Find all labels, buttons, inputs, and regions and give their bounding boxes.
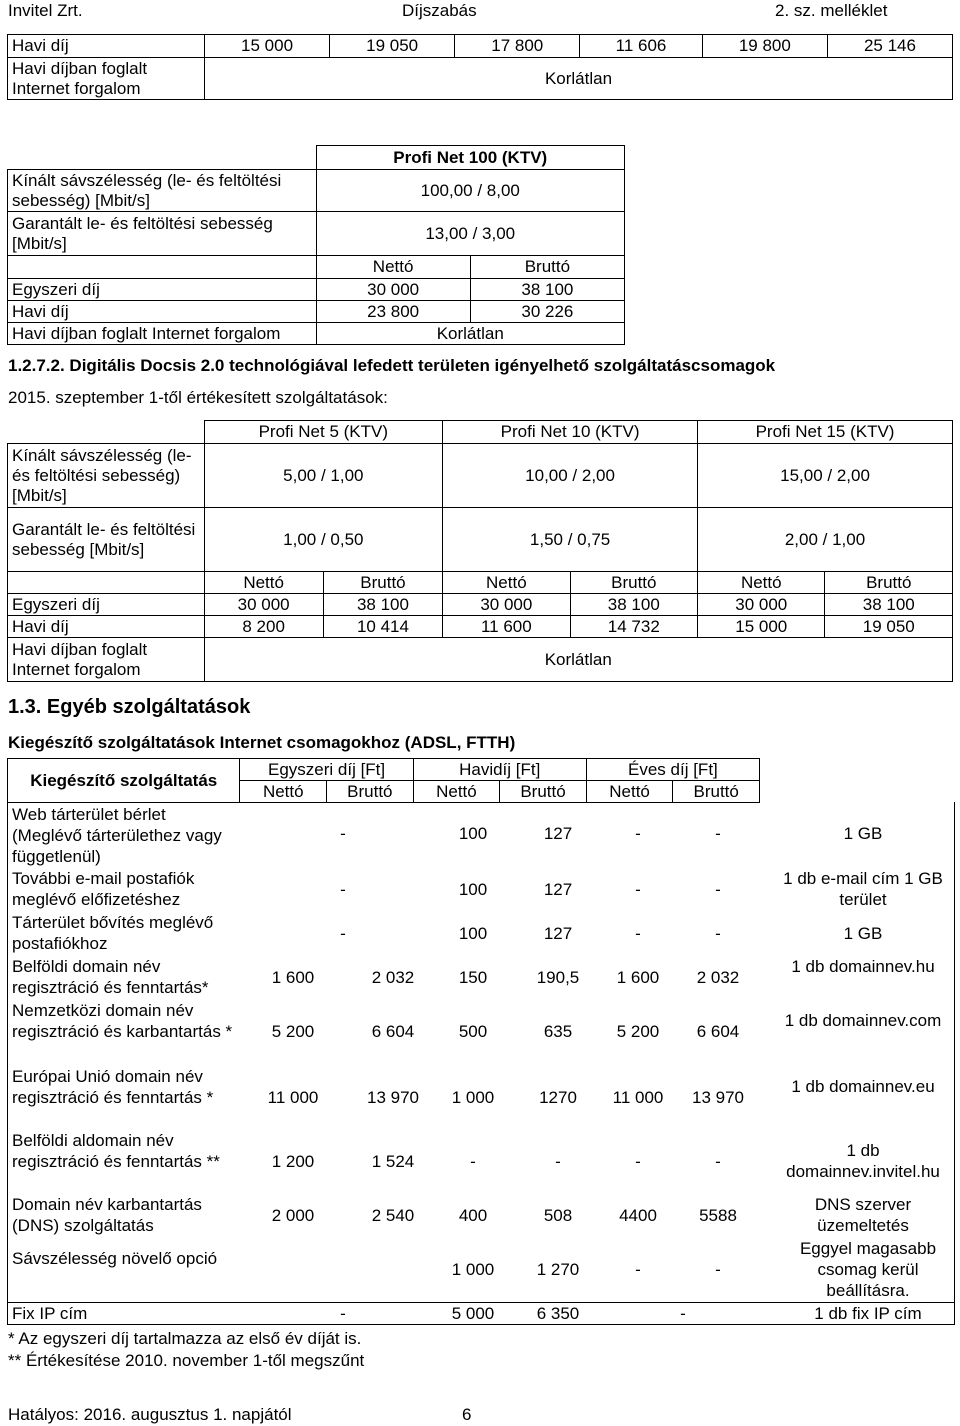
product-header: Profi Net 15 (KTV) bbox=[698, 421, 953, 444]
table-cell: 190,5 bbox=[536, 968, 580, 987]
table-cell: 5,00 / 1,00 bbox=[204, 444, 443, 508]
table-cell: 100 bbox=[458, 880, 488, 899]
table-cell: 13,00 / 3,00 bbox=[316, 212, 625, 256]
column-header: Éves díj [Ft] bbox=[586, 759, 759, 781]
table-cell: 2 000 bbox=[271, 1206, 315, 1225]
table-row bbox=[8, 279, 625, 301]
table-cell: 1 db domainnev.eu bbox=[791, 1077, 935, 1096]
column-header-service: Kiegészítő szolgáltatás bbox=[8, 759, 240, 803]
table-row bbox=[8, 1238, 954, 1302]
row-label: Havi díjban foglalt Internet forgalom bbox=[8, 323, 317, 345]
table-cell: 1,50 / 0,75 bbox=[443, 508, 698, 572]
page-number: 6 bbox=[462, 1405, 472, 1424]
table-cell: 2 540 bbox=[371, 1206, 415, 1225]
table-cell: 2 032 bbox=[371, 968, 415, 987]
section-heading: 1.2.7.2. Digitális Docsis 2.0 technológiával lefedett területen igényelhető szolgáltatáscsomagok bbox=[8, 356, 776, 375]
column-header: Egyszeri díj [Ft] bbox=[240, 759, 413, 781]
row-label: Kínált sávszélesség (le- és feltöltési sebesség) [Mbit/s] bbox=[8, 444, 205, 508]
table-row bbox=[8, 1194, 954, 1238]
table-cell: 10,00 / 2,00 bbox=[443, 444, 698, 508]
row-label: Garantált le- és feltöltési sebesség [Mbit/s] bbox=[8, 508, 205, 572]
table-cell: - bbox=[635, 824, 641, 843]
service-name: Sávszélesség növelő opció bbox=[12, 1249, 218, 1268]
table-cell: 1 600 bbox=[271, 968, 315, 987]
table-row bbox=[8, 508, 953, 572]
table-row bbox=[8, 1302, 954, 1325]
row-label: Havi díj bbox=[8, 301, 317, 323]
table-cell: 6 604 bbox=[696, 1022, 740, 1041]
row-label: Garantált le- és feltöltési sebesség [Mbit/s] bbox=[8, 212, 317, 256]
row-label: Havi díjban foglalt Internet forgalom bbox=[8, 638, 205, 682]
service-name: Domain név karbantartás (DNS) szolgáltatás bbox=[12, 1195, 202, 1235]
table-cell: Nettó bbox=[443, 572, 570, 594]
product-header: Profi Net 10 (KTV) bbox=[443, 421, 698, 444]
table-cell: 13 970 bbox=[692, 1088, 744, 1107]
column-subheader: Bruttó bbox=[673, 781, 760, 803]
table-row bbox=[8, 572, 953, 594]
table-cell: - bbox=[635, 924, 641, 943]
table-cell: 1 db domainnev.hu bbox=[791, 957, 935, 976]
table-cell: - bbox=[340, 924, 346, 943]
table-cell: - bbox=[470, 1152, 476, 1171]
table-row bbox=[8, 1130, 954, 1194]
table-cell: 150 bbox=[458, 968, 488, 987]
table-cell: 11 606 bbox=[580, 35, 703, 58]
table-cell: - bbox=[340, 824, 346, 843]
table-cell: 1 200 bbox=[271, 1152, 315, 1171]
table-cell: 11 000 bbox=[612, 1088, 664, 1107]
profi-net-100-table bbox=[7, 145, 625, 345]
table-cell: Nettó bbox=[204, 572, 323, 594]
service-name: Belföldi domain név regisztráció és fenntartás* bbox=[12, 957, 209, 997]
table-cell: 1 db domainnev.invitel.hu bbox=[786, 1141, 940, 1181]
table-cell: 1 600 bbox=[616, 968, 660, 987]
table-cell: Nettó bbox=[316, 256, 470, 279]
table-cell: - bbox=[680, 1304, 686, 1323]
service-name: Tárterület bővítés meglévő postafiókhoz bbox=[12, 913, 214, 953]
empty-cell bbox=[8, 146, 317, 170]
table-cell: 1 GB bbox=[843, 824, 883, 843]
column-header: Havidíj [Ft] bbox=[413, 759, 586, 781]
table-row bbox=[8, 421, 953, 444]
footer-validity: Hatályos: 2016. augusztus 1. napjától bbox=[8, 1405, 292, 1424]
table-cell: - bbox=[715, 1260, 721, 1279]
service-name: Web tárterület bérlet (Meglévő tárterülethez vagy függetlenül) bbox=[12, 805, 222, 866]
table-cell: 500 bbox=[458, 1022, 488, 1041]
table-cell: 1 000 bbox=[451, 1088, 495, 1107]
row-label: Havi díj bbox=[8, 35, 205, 58]
table-row bbox=[8, 759, 760, 781]
service-name: Nemzetközi domain név regisztráció és karbantartás * bbox=[12, 1001, 233, 1041]
table-cell: 1 000 bbox=[451, 1260, 495, 1279]
header-company: Invitel Zrt. bbox=[8, 1, 83, 20]
table-cell: 25 146 bbox=[827, 35, 952, 58]
service-name: Európai Unió domain név regisztráció és fenntartás * bbox=[12, 1067, 214, 1107]
table-row bbox=[8, 301, 625, 323]
footnote: ** Értékesítése 2010. november 1-től megszűnt bbox=[8, 1351, 365, 1370]
table-cell: 1 db e-mail cím 1 GB terület bbox=[783, 869, 943, 909]
empty-cell bbox=[8, 256, 317, 279]
table-cell: Bruttó bbox=[323, 572, 442, 594]
table-row bbox=[8, 802, 954, 866]
header-title: Díjszabás bbox=[402, 1, 477, 20]
column-subheader: Nettó bbox=[586, 781, 673, 803]
table-cell: 4400 bbox=[619, 1206, 657, 1225]
table-cell: 6 604 bbox=[371, 1022, 415, 1041]
table-cell: 19 050 bbox=[330, 35, 455, 58]
table-row bbox=[8, 256, 625, 279]
table-cell: - bbox=[715, 880, 721, 899]
table-cell: Eggyel magasabb csomag kerül beállításra. bbox=[799, 1239, 937, 1300]
table-cell: 15,00 / 2,00 bbox=[698, 444, 953, 508]
service-name: Belföldi aldomain név regisztráció és fenntartás ** bbox=[12, 1131, 220, 1171]
table-cell: 100 bbox=[458, 824, 488, 843]
table-cell: - bbox=[635, 880, 641, 899]
table-cell: 100 bbox=[458, 924, 488, 943]
table-row bbox=[8, 594, 953, 616]
table-cell: 19 050 bbox=[825, 616, 953, 638]
table-cell: 1 524 bbox=[371, 1152, 415, 1171]
table-cell: 30 226 bbox=[470, 301, 624, 323]
table-cell: 30 000 bbox=[204, 594, 323, 616]
table-cell: 127 bbox=[543, 824, 573, 843]
table-cell: Bruttó bbox=[470, 256, 624, 279]
table-cell: 5 200 bbox=[271, 1022, 315, 1041]
table-cell: 1 db fix IP cím bbox=[814, 1304, 922, 1323]
table-cell: 2 032 bbox=[696, 968, 740, 987]
table-cell: 10 414 bbox=[323, 616, 442, 638]
table-cell: 30 000 bbox=[443, 594, 570, 616]
table-cell: 127 bbox=[543, 880, 573, 899]
table-cell: - bbox=[715, 1152, 721, 1171]
table-cell: Nettó bbox=[698, 572, 825, 594]
column-subheader: Nettó bbox=[413, 781, 500, 803]
table-row bbox=[8, 323, 625, 345]
table-cell: 17 800 bbox=[455, 35, 580, 58]
table-row bbox=[8, 35, 953, 58]
table-cell: 1 db domainnev.com bbox=[784, 1011, 942, 1030]
table-cell: Korlátlan bbox=[204, 638, 953, 682]
extras-table bbox=[7, 758, 760, 803]
table-cell: 1270 bbox=[539, 1088, 577, 1107]
table-cell: 30 000 bbox=[698, 594, 825, 616]
column-subheader: Bruttó bbox=[327, 781, 414, 803]
table-cell: 5588 bbox=[699, 1206, 737, 1225]
table-cell: 5 200 bbox=[616, 1022, 660, 1041]
table-cell: - bbox=[555, 1152, 561, 1171]
section-subheading: Kiegészítő szolgáltatások Internet csomagokhoz (ADSL, FTTH) bbox=[8, 733, 516, 752]
table-row bbox=[8, 58, 953, 100]
table-row bbox=[8, 212, 625, 256]
table-cell: 13 970 bbox=[367, 1088, 419, 1107]
table-row bbox=[8, 638, 953, 682]
table-cell: 19 800 bbox=[702, 35, 827, 58]
table-cell: 100,00 / 8,00 bbox=[316, 170, 625, 212]
table-cell: - bbox=[715, 924, 721, 943]
table-cell: 38 100 bbox=[570, 594, 697, 616]
table-row bbox=[8, 146, 625, 170]
table-cell: 11 000 bbox=[267, 1088, 319, 1107]
empty-cell bbox=[8, 421, 205, 444]
empty-cell bbox=[8, 572, 205, 594]
table-cell: - bbox=[635, 1152, 641, 1171]
table-cell: Bruttó bbox=[825, 572, 953, 594]
product-header: Profi Net 5 (KTV) bbox=[204, 421, 443, 444]
section-heading: 1.3. Egyéb szolgáltatások bbox=[8, 696, 251, 718]
table-cell: 11 600 bbox=[443, 616, 570, 638]
product-header: Profi Net 100 (KTV) bbox=[316, 146, 625, 170]
table-cell: 30 000 bbox=[316, 279, 470, 301]
row-label: Egyszeri díj bbox=[8, 279, 317, 301]
table-row bbox=[8, 956, 954, 998]
table-cell: 635 bbox=[543, 1022, 573, 1041]
section-subtitle: 2015. szeptember 1-től értékesített szolgáltatások: bbox=[8, 388, 388, 407]
table-cell: - bbox=[635, 1260, 641, 1279]
table-cell: 5 000 bbox=[451, 1304, 495, 1323]
top-price-table bbox=[7, 34, 953, 100]
row-label: Havi díj bbox=[8, 616, 205, 638]
table-row bbox=[8, 170, 625, 212]
table-cell: 1 270 bbox=[536, 1260, 580, 1279]
table-row bbox=[8, 1066, 954, 1130]
table-cell: 38 100 bbox=[470, 279, 624, 301]
header-annex: 2. sz. melléklet bbox=[775, 1, 888, 20]
table-cell: - bbox=[715, 824, 721, 843]
table-cell: Korlátlan bbox=[316, 323, 625, 345]
table-cell: 508 bbox=[543, 1206, 573, 1225]
table-cell: 400 bbox=[458, 1206, 488, 1225]
table-cell: 15 000 bbox=[698, 616, 825, 638]
column-subheader: Nettó bbox=[240, 781, 327, 803]
service-name: Fix IP cím bbox=[12, 1304, 88, 1323]
footnote: * Az egyszeri díj tartalmazza az első év díját is. bbox=[8, 1329, 362, 1348]
table-cell: 23 800 bbox=[316, 301, 470, 323]
table-row bbox=[8, 912, 954, 954]
table-row bbox=[8, 616, 953, 638]
column-subheader: Bruttó bbox=[500, 781, 587, 803]
table-cell: 1 GB bbox=[843, 924, 883, 943]
table-cell: DNS szerver üzemeltetés bbox=[814, 1195, 912, 1235]
table-row bbox=[8, 444, 953, 508]
table-cell: - bbox=[340, 880, 346, 899]
row-label: Havi díjban foglalt Internet forgalom bbox=[8, 58, 205, 100]
table-cell: 8 200 bbox=[204, 616, 323, 638]
table-cell: Korlátlan bbox=[205, 58, 953, 100]
table-cell: Bruttó bbox=[570, 572, 697, 594]
table-cell: 1,00 / 0,50 bbox=[204, 508, 443, 572]
table-cell: 6 350 bbox=[536, 1304, 580, 1323]
extras-body bbox=[7, 802, 955, 1325]
row-label: Egyszeri díj bbox=[8, 594, 205, 616]
row-label: Kínált sávszélesség (le- és feltöltési sebesség) [Mbit/s] bbox=[8, 170, 317, 212]
table-cell: 38 100 bbox=[323, 594, 442, 616]
service-name: További e-mail postafiók meglévő előfizetéshez bbox=[12, 869, 195, 909]
table-cell: 38 100 bbox=[825, 594, 953, 616]
table-cell: 15 000 bbox=[205, 35, 330, 58]
table-row bbox=[8, 1000, 954, 1064]
table-cell: 127 bbox=[543, 924, 573, 943]
table-row bbox=[8, 868, 954, 910]
docsis-table bbox=[7, 420, 953, 682]
table-cell: - bbox=[340, 1304, 346, 1323]
table-cell: 14 732 bbox=[570, 616, 697, 638]
table-cell: 2,00 / 1,00 bbox=[698, 508, 953, 572]
